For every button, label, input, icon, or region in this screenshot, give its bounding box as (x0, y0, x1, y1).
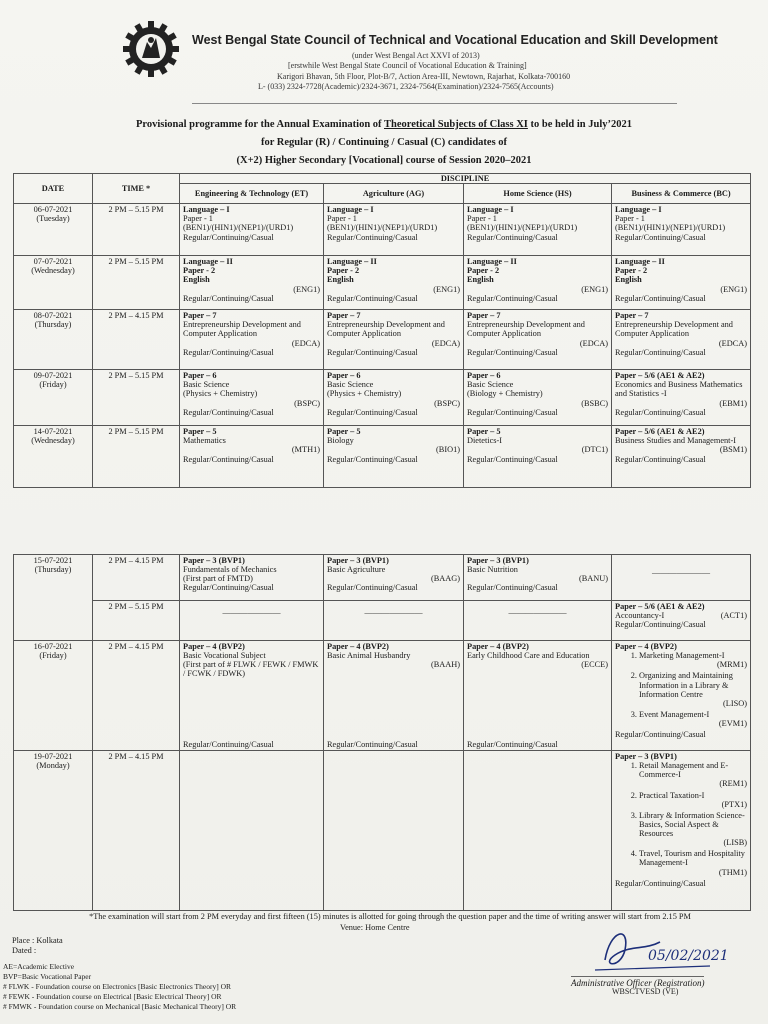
dated: Dated : (12, 946, 37, 955)
time-cell: 2 PM – 4.15 PM (93, 310, 180, 370)
bc-paper-list (629, 651, 747, 728)
header-bc: Business & Commerce (BC) (612, 184, 751, 204)
schedule-cell: Language – II Paper - 2 English (ENG1) Regular/Continuing/Casual (324, 256, 464, 310)
header-discipline: DISCIPLINE (180, 174, 751, 184)
legend-line: BVP=Basic Vocational Paper (3, 972, 92, 981)
time-cell: 2 PM – 4.15 PM (93, 555, 180, 601)
schedule-cell: Language – I Paper - 1 (BEN1)/(HIN1)/(NEP1)/(URD1) Regular/Continuing/Casual (180, 204, 324, 256)
legend-line: # FEWK - Foundation course on Electrical [Basic Electrical Theory] OR (3, 992, 222, 1001)
header-hs: Home Science (HS) (464, 184, 612, 204)
time-cell: 2 PM – 5.15 PM (93, 256, 180, 310)
date-cell: 14-07-2021 (Wednesday) (14, 426, 93, 488)
schedule-cell: Paper – 7 Entrepreneurship Development and Computer Application (EDCA) Regular/Continuing/Casual (612, 310, 751, 370)
header-divider (192, 103, 677, 104)
schedule-cell (180, 751, 324, 911)
bc-paper-item: 3. Event Management-I (EVM1) (639, 710, 747, 728)
programme-title: Provisional programme for the Annual Examination of Theoretical Subjects of Class XI to be held in July’2021 (135, 119, 633, 130)
schedule-cell: Paper – 5 Dietetics-I (DTC1) Regular/Continuing/Casual (464, 426, 612, 488)
place: Place : Kolkata (12, 936, 63, 945)
bc-paper-item: 1. Marketing Management-I (MRM1) (639, 651, 747, 669)
officer-title: Administrative Officer (Registration) (571, 978, 705, 988)
date-cell: 16-07-2021 (Friday) (14, 641, 93, 751)
schedule-cell: ——————— (180, 601, 324, 641)
venue: Venue: Home Centre (340, 923, 410, 932)
schedule-cell: Paper – 4 (BVP2) 1. Marketing Management-I (MRM1) 2. Organizing and Maintaining Information in a Library & Information Centre (LISO) 3. Event Management-I (EVM1) Regular/Continuing/Casual (612, 641, 751, 751)
time-cell: 2 PM – 4.15 PM (93, 641, 180, 751)
schedule-cell: ——————— (324, 601, 464, 641)
time-cell: 2 PM – 4.15 PM (93, 751, 180, 911)
date-cell: 19-07-2021 (Monday) (14, 751, 93, 911)
schedule-cell: Paper – 4 (BVP2) Basic Vocational Subject (First part of # FLWK / FEWK / FMWK / FCWK / FDWK) Regular/Continuing/Casual (180, 641, 324, 751)
council-logo-icon (120, 18, 182, 80)
programme-subtitle: for Regular (R) / Continuing / Casual (C) candidates of (260, 137, 508, 148)
date-cell: 07-07-2021 (Wednesday) (14, 256, 93, 310)
schedule-cell: Paper – 7 Entrepreneurship Development and Computer Application (EDCA) Regular/Continuing/Casual (180, 310, 324, 370)
schedule-cell: Language – I Paper - 1 (BEN1)/(HIN1)/(NEP1)/(URD1) Regular/Continuing/Casual (324, 204, 464, 256)
schedule-cell: Paper – 5/6 (AE1 & AE2) Accountancy-I (ACT1) Regular/Continuing/Casual (612, 601, 751, 641)
time-cell: 2 PM – 5.15 PM (93, 601, 180, 641)
header-time: TIME * (93, 174, 180, 204)
schedule-cell: Language – I Paper - 1 (BEN1)/(HIN1)/(NEP1)/(URD1) Regular/Continuing/Casual (612, 204, 751, 256)
time-cell: 2 PM – 5.15 PM (93, 370, 180, 426)
schedule-cell: Paper – 3 (BVP1) Basic Nutrition (BANU) Regular/Continuing/Casual (464, 555, 612, 601)
schedule-cell: Paper – 5/6 (AE1 & AE2) Economics and Business Mathematics and Statistics -I (EBM1) Regular/Continuing/Casual (612, 370, 751, 426)
schedule-row (14, 256, 751, 310)
date-cell: 09-07-2021 (Friday) (14, 370, 93, 426)
council-name: West Bengal State Council of Technical and Vocational Education and Skill Development (192, 33, 718, 47)
bc-paper-item: 3. Library & Information Science-Basics, Social Aspect & Resources (LISB) (639, 811, 747, 848)
schedule-cell: Language – II Paper - 2 English (ENG1) Regular/Continuing/Casual (180, 256, 324, 310)
officer-org: WBSCTVESD (VE) (612, 987, 679, 996)
schedule-cell: Paper – 5/6 (AE1 & AE2) Business Studies and Management-I (BSM1) Regular/Continuing/Casual (612, 426, 751, 488)
legend-line: AE=Academic Elective (3, 962, 75, 971)
schedule-row (14, 370, 751, 426)
schedule-cell: Language – I Paper - 1 (BEN1)/(HIN1)/(NEP1)/(URD1) Regular/Continuing/Casual (464, 204, 612, 256)
schedule-cell: Paper – 5 Mathematics (MTH1) Regular/Continuing/Casual (180, 426, 324, 488)
schedule-cell: ——————— (464, 601, 612, 641)
schedule-cell: Paper – 3 (BVP1) Fundamentals of Mechanics (First part of FMTD) Regular/Continuing/Casual (180, 555, 324, 601)
header-address: Karigori Bhavan, 5th Floor, Plot-B/7, Action Area-III, Newtown, Rajarhat, Kolkata-700160 (277, 72, 571, 81)
schedule-cell: Language – II Paper - 2 English (ENG1) Regular/Continuing/Casual (612, 256, 751, 310)
schedule-table-2 (13, 554, 751, 911)
legend-line: # FLWK - Foundation course on Electronics [Basic Electronics Theory] OR (3, 982, 231, 991)
bc-paper-item: 2. Practical Taxation-I (PTX1) (639, 791, 747, 809)
header-ag: Agriculture (AG) (324, 184, 464, 204)
schedule-cell: Paper – 4 (BVP2) Early Childhood Care and Education (ECCE) Regular/Continuing/Casual (464, 641, 612, 751)
schedule-cell: Paper – 6 Basic Science (Physics + Chemistry) (BSPC) Regular/Continuing/Casual (180, 370, 324, 426)
header-date: DATE (14, 174, 93, 204)
schedule-row (14, 310, 751, 370)
schedule-row (14, 426, 751, 488)
signature (590, 920, 729, 976)
schedule-row (14, 204, 751, 256)
signature-date: 05/02/2021 (648, 948, 729, 964)
bc-paper-list (629, 761, 747, 877)
schedule-table-1 (13, 173, 751, 488)
schedule-cell: Paper – 7 Entrepreneurship Development and Computer Application (EDCA) Regular/Continuing/Casual (324, 310, 464, 370)
time-cell: 2 PM – 5.15 PM (93, 426, 180, 488)
bc-paper-item: 4. Travel, Tourism and Hospitality Management-I (THM1) (639, 849, 747, 876)
schedule-cell: Paper – 4 (BVP2) Basic Animal Husbandry (BAAH) Regular/Continuing/Casual (324, 641, 464, 751)
date-cell: 15-07-2021 (Thursday) (14, 555, 93, 641)
header-et: Engineering & Technology (ET) (180, 184, 324, 204)
bc-paper-item: 1. Retail Management and E-Commerce-I (REM1) (639, 761, 747, 788)
date-cell: 06-07-2021 (Tuesday) (14, 204, 93, 256)
date-cell: 08-07-2021 (Thursday) (14, 310, 93, 370)
header-erstwhile: [erstwhile West Bengal State Council of Vocational Education & Training] (288, 61, 527, 70)
programme-course: (X+2) Higher Secondary [Vocational] course of Session 2020–2021 (236, 155, 532, 166)
schedule-cell (324, 751, 464, 911)
schedule-cell: Language – II Paper - 2 English (ENG1) Regular/Continuing/Casual (464, 256, 612, 310)
schedule-cell: ——————— (612, 555, 751, 601)
schedule-cell: Paper – 3 (BVP1) Basic Agriculture (BAAG) Regular/Continuing/Casual (324, 555, 464, 601)
schedule-cell: Paper – 5 Biology (BIO1) Regular/Continuing/Casual (324, 426, 464, 488)
schedule-cell: Paper – 7 Entrepreneurship Development and Computer Application (EDCA) Regular/Continuing/Casual (464, 310, 612, 370)
schedule-cell (464, 751, 612, 911)
legend-line: # FMWK - Foundation course on Mechanical [Basic Mechanical Theory] OR (3, 1002, 237, 1011)
schedule-cell: Paper – 3 (BVP1) 1. Retail Management and E-Commerce-I (REM1) 2. Practical Taxation-I (PTX1) 3. Library & Information Science-Basics, Social Aspect & Resources (LISB) 4. Travel, Tourism and Hospitality Management-I (THM1) Regular/Continuing/Casual (612, 751, 751, 911)
schedule-cell: Paper – 6 Basic Science (Biology + Chemistry) (BSBC) Regular/Continuing/Casual (464, 370, 612, 426)
exam-time-note: *The examination will start from 2 PM everyday and first fifteen (15) minutes is allotted for going through the question paper and the time of writing answer will start from 2.15 PM (89, 912, 691, 921)
header-phones: L- (033) 2324-7728(Academic)/2324-3671, 2324-7564(Examination)/2324-7565(Accounts) (258, 82, 554, 91)
schedule-cell: Paper – 6 Basic Science (Physics + Chemistry) (BSPC) Regular/Continuing/Casual (324, 370, 464, 426)
header-act: (under West Bengal Act XXVI of 2013) (352, 51, 480, 60)
bc-paper-item: 2. Organizing and Maintaining Information in a Library & Information Centre (LISO) (639, 671, 747, 708)
time-cell: 2 PM – 5.15 PM (93, 204, 180, 256)
